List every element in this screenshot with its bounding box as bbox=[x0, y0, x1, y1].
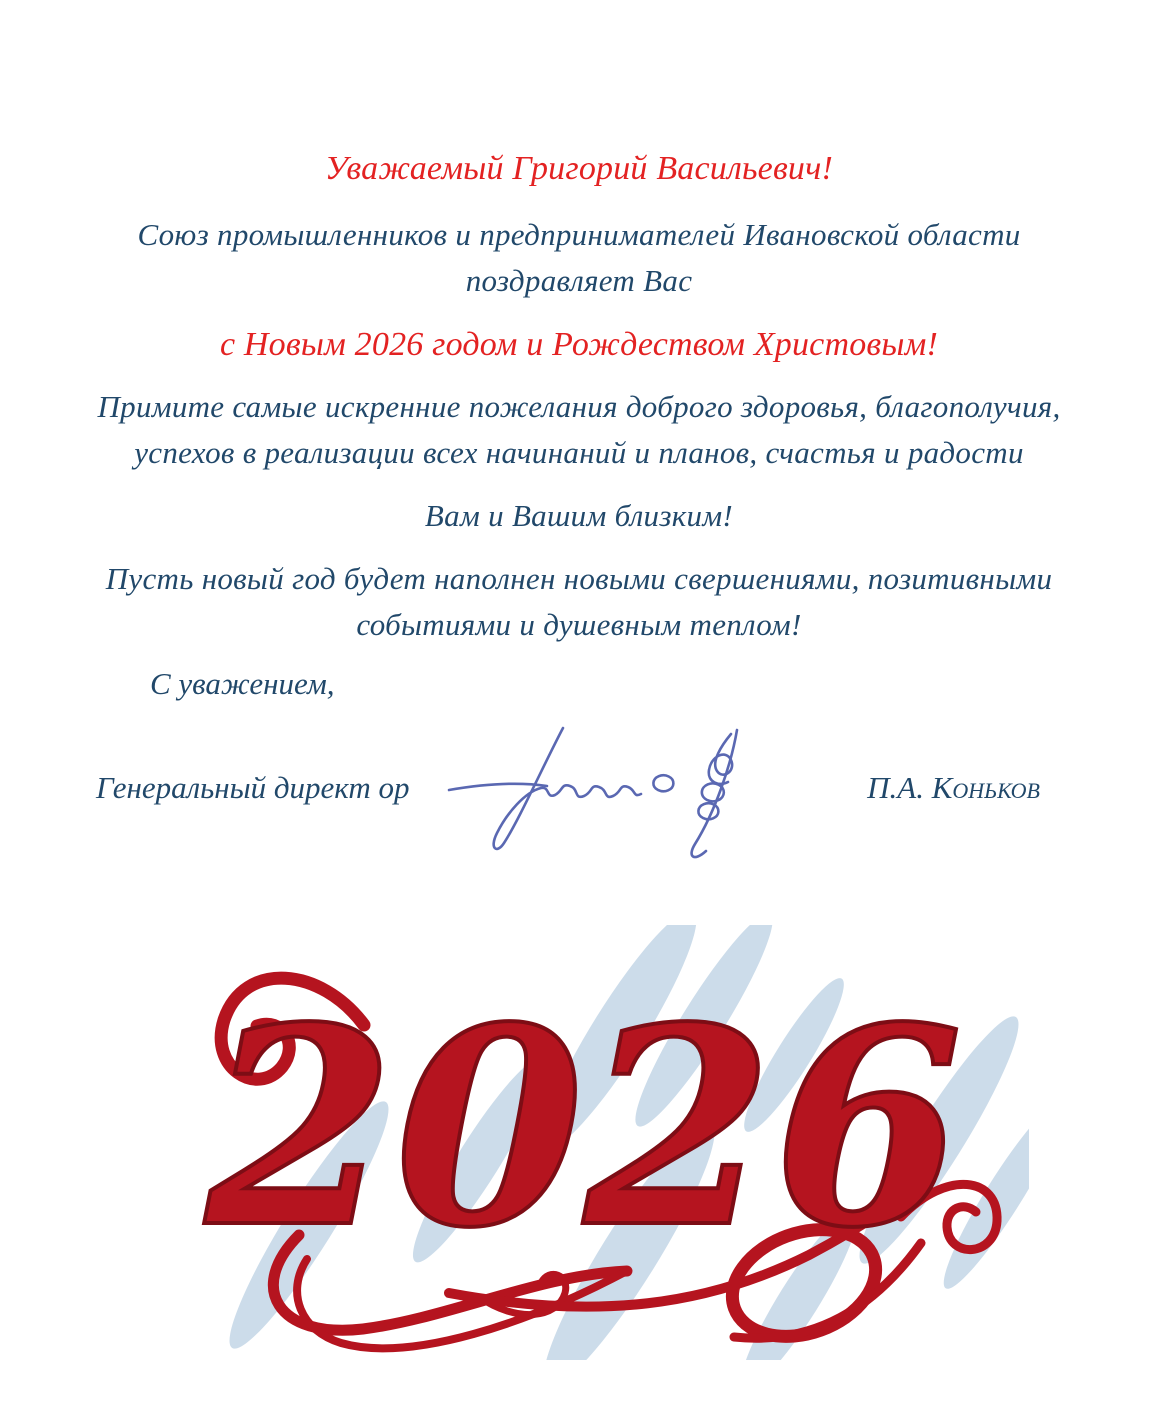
wishes-paragraph-1 bbox=[0, 384, 1158, 476]
salutation-line: Уважаемый Григорий Васильевич! bbox=[324, 150, 834, 187]
signature-stroke bbox=[653, 775, 673, 791]
wishes3-line-2: событиями и душевным теплом! bbox=[356, 607, 802, 642]
intro-paragraph bbox=[0, 212, 1158, 304]
closing-regards: С уважением, bbox=[150, 666, 335, 701]
signature-stroke bbox=[709, 734, 732, 784]
signature bbox=[443, 720, 758, 865]
intro-line-2: поздравляет Вас bbox=[465, 263, 693, 298]
holiday-greeting-line: с Новым 2026 годом и Рождеством Христовым! bbox=[219, 326, 939, 363]
intro-line-1: Союз промышленников и предпринимателей Ивановской области bbox=[137, 217, 1021, 252]
wishes1-line-2: успехов в реализации всех начинаний и планов, счастья и радости bbox=[134, 435, 1024, 470]
signature-stroke bbox=[494, 728, 641, 849]
signer-title: Генеральный директ ор bbox=[96, 770, 410, 805]
wishes1-line-1: Примите самые искренние пожелания доброго здоровья, благополучия, bbox=[97, 389, 1061, 424]
new-year-2026-artwork bbox=[149, 925, 1029, 1360]
signer-name: П.А. Коньков bbox=[867, 770, 1040, 805]
year-2026-text: 2026 bbox=[205, 969, 963, 1288]
wishes3-line-1: Пусть новый год будет наполнен новыми свершениями, позитивными bbox=[105, 561, 1053, 596]
signature-stroke bbox=[692, 730, 737, 857]
wishes-paragraph-3 bbox=[0, 556, 1158, 648]
wishes-line-2: Вам и Вашим близким! bbox=[424, 498, 734, 533]
